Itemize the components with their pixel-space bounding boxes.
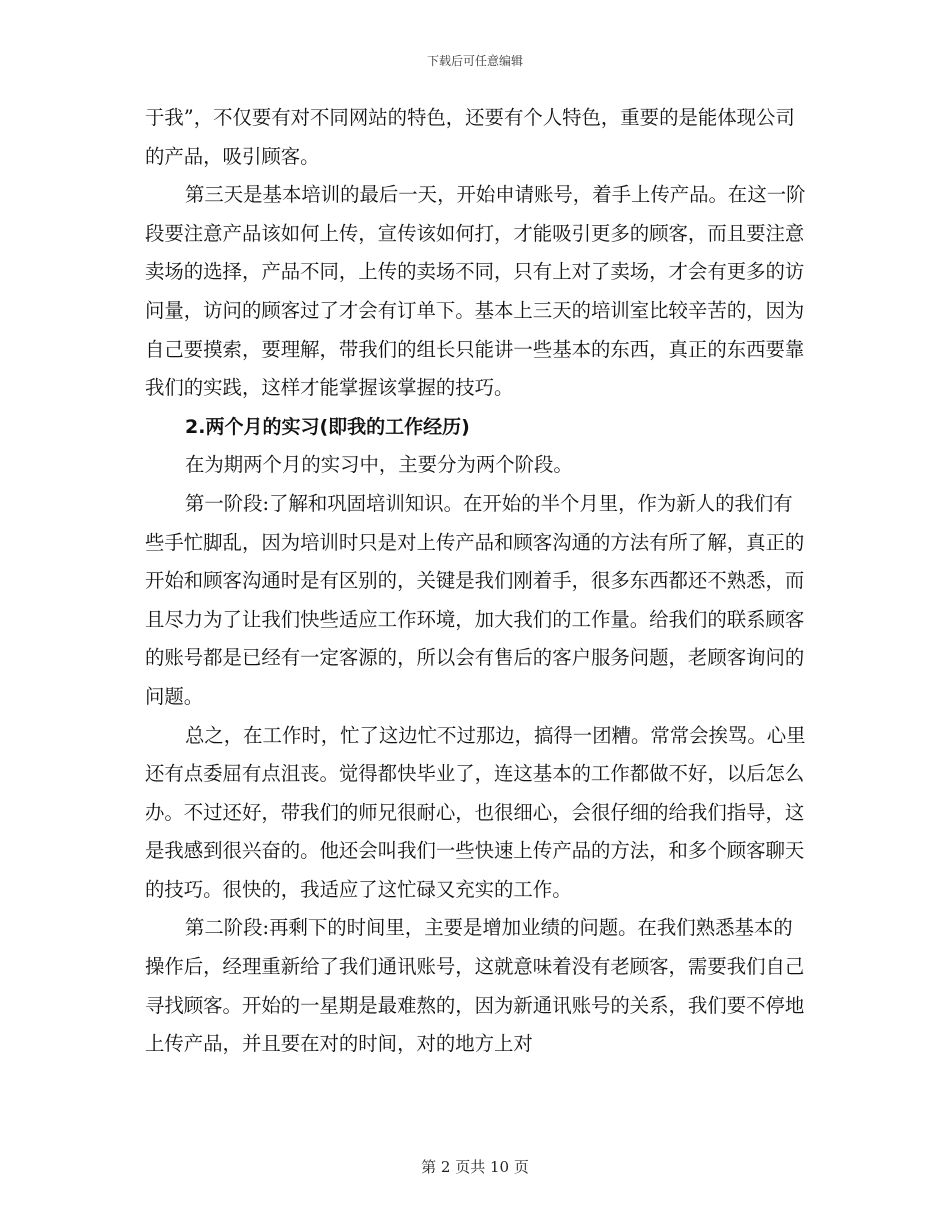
paragraph-day-three: 第三天是基本培训的最后一天，开始申请账号，着手上传产品。在这一阶段要注意产品该如何上传，宣传该如何打，才能吸引更多的顾客，而且要注意卖场的选择，产品不同，上传的卖场不同，只有上对了卖场，才会有更多的访问量，访问的顾客过了才会有订单下。基本上三天的培训室比较辛苦的，因为自己要摸索，要理解，带我们的组长只能讲一些基本的东西，真正的东西要靠我们的实践，这样才能掌握该掌握的技巧。 bbox=[145, 183, 806, 400]
section-heading: 2.两个月的实习(即我的工作经历) bbox=[185, 415, 470, 438]
paragraph-summary: 总之，在工作时，忙了这边忙不过那边，搞得一团糟。常常会挨骂。心里还有点委屈有点沮丧。觉得都快毕业了，连这基本的工作都做不好，以后怎么办。不过还好，带我们的师兄很耐心，也很细心，会很仔细的给我们指导，这是我感到很兴奋的。他还会叫我们一些快速上传产品的方法，和多个顾客聊天的技巧。很快的，我适应了这忙碌又充实的工作。 bbox=[145, 723, 806, 901]
paragraph-continued: 于我”，不仅要有对不同网站的特色，还要有个人特色，重要的是能体现公司的产品，吸引顾客。 bbox=[145, 106, 795, 168]
paragraph-intro: 在为期两个月的实习中，主要分为两个阶段。 bbox=[185, 453, 573, 477]
page-footer: 第 2 页共 10 页 bbox=[421, 1158, 529, 1176]
page-header: 下载后可任意编辑 bbox=[426, 54, 523, 68]
paragraph-stage-two: 第二阶段:再剩下的时间里，主要是增加业绩的问题。在我们熟悉基本的操作后，经理重新给了我们通讯账号，这就意味着没有老顾客，需要我们自己寻找顾客。开始的一星期是最难熬的，因为新通讯账号的关系，我们要不停地上传产品，并且要在对的时间，对的地方上对 bbox=[145, 916, 805, 1056]
document-body bbox=[145, 99, 810, 1064]
paragraph-stage-one: 第一阶段:了解和巩固培训知识。在开始的半个月里，作为新人的我们有些手忙脚乱，因为培训时只是对上传产品和顾客沟通的方法有所了解，真正的开始和顾客沟通时是有区别的，关键是我们刚着手，很多东西都还不熟悉，而且尽力为了让我们快些适应工作环境，加大我们的工作量。给我们的联系顾客的账号都是已经有一定客源的，所以会有售后的客户服务问题，老顾客询问的问题。 bbox=[145, 491, 805, 708]
